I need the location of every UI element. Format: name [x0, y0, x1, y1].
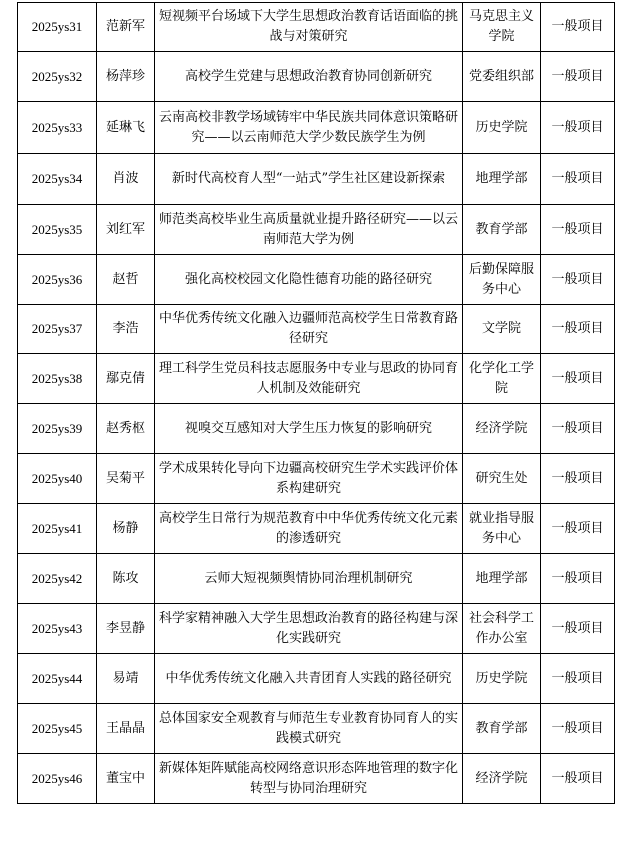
table-row: [18, 704, 615, 754]
project-list-table: [17, 2, 615, 804]
project-id: 2025ys44: [18, 654, 97, 704]
project-id: 2025ys45: [18, 704, 97, 754]
project-type: 一般项目: [541, 52, 615, 102]
project-id: 2025ys39: [18, 404, 97, 454]
project-type: 一般项目: [541, 704, 615, 754]
applicant-name: 延琳飞: [97, 102, 155, 154]
applicant-name: 李昱静: [97, 604, 155, 654]
project-id: 2025ys35: [18, 205, 97, 255]
applicant-name: 杨萍珍: [97, 52, 155, 102]
applicant-name: 陈攻: [97, 554, 155, 604]
department-name: 社会科学工作办公室: [463, 604, 541, 654]
project-id: 2025ys40: [18, 454, 97, 504]
applicant-name: 赵哲: [97, 255, 155, 305]
table-row: [18, 404, 615, 454]
project-title: 强化高校校园文化隐性德育功能的路径研究: [155, 255, 463, 305]
project-title: 短视频平台场域下大学生思想政治教育话语面临的挑战与对策研究: [155, 3, 463, 52]
department-name: 经济学院: [463, 754, 541, 804]
applicant-name: 肖波: [97, 154, 155, 205]
department-name: 化学化工学院: [463, 354, 541, 404]
project-id: 2025ys37: [18, 305, 97, 354]
project-id: 2025ys34: [18, 154, 97, 205]
project-title: 云师大短视频舆情协同治理机制研究: [155, 554, 463, 604]
table-row: [18, 654, 615, 704]
project-id: 2025ys31: [18, 3, 97, 52]
applicant-name: 刘红军: [97, 205, 155, 255]
department-name: 地理学部: [463, 554, 541, 604]
project-title: 高校学生党建与思想政治教育协同创新研究: [155, 52, 463, 102]
table-row: [18, 255, 615, 305]
table-row: [18, 454, 615, 504]
project-type: 一般项目: [541, 305, 615, 354]
department-name: 就业指导服务中心: [463, 504, 541, 554]
applicant-name: 王晶晶: [97, 704, 155, 754]
department-name: 地理学部: [463, 154, 541, 205]
table-row: [18, 754, 615, 804]
project-type: 一般项目: [541, 255, 615, 305]
project-title: 新媒体矩阵赋能高校网络意识形态阵地管理的数字化转型与协同治理研究: [155, 754, 463, 804]
project-id: 2025ys32: [18, 52, 97, 102]
project-title: 学术成果转化导向下边疆高校研究生学术实践评价体系构建研究: [155, 454, 463, 504]
department-name: 历史学院: [463, 654, 541, 704]
project-type: 一般项目: [541, 454, 615, 504]
applicant-name: 李浩: [97, 305, 155, 354]
applicant-name: 吴菊平: [97, 454, 155, 504]
project-id: 2025ys38: [18, 354, 97, 404]
table-row: [18, 354, 615, 404]
project-type: 一般项目: [541, 3, 615, 52]
department-name: 教育学部: [463, 704, 541, 754]
table-row: [18, 102, 615, 154]
project-id: 2025ys36: [18, 255, 97, 305]
project-type: 一般项目: [541, 654, 615, 704]
applicant-name: 董宝中: [97, 754, 155, 804]
table-row: [18, 554, 615, 604]
applicant-name: 范新军: [97, 3, 155, 52]
applicant-name: 易靖: [97, 654, 155, 704]
project-type: 一般项目: [541, 404, 615, 454]
project-title: 科学家精神融入大学生思想政治教育的路径构建与深化实践研究: [155, 604, 463, 654]
project-type: 一般项目: [541, 754, 615, 804]
table-row: [18, 305, 615, 354]
project-id: 2025ys43: [18, 604, 97, 654]
department-name: 文学院: [463, 305, 541, 354]
table-row: [18, 504, 615, 554]
project-type: 一般项目: [541, 205, 615, 255]
applicant-name: 鄢克倩: [97, 354, 155, 404]
project-title: 师范类高校毕业生高质量就业提升路径研究——以云南师范大学为例: [155, 205, 463, 255]
department-name: 后勤保障服务中心: [463, 255, 541, 305]
applicant-name: 赵秀枢: [97, 404, 155, 454]
department-name: 教育学部: [463, 205, 541, 255]
project-type: 一般项目: [541, 554, 615, 604]
project-title: 理工科学生党员科技志愿服务中专业与思政的协同育人机制及效能研究: [155, 354, 463, 404]
project-id: 2025ys41: [18, 504, 97, 554]
department-name: 研究生处: [463, 454, 541, 504]
project-id: 2025ys33: [18, 102, 97, 154]
project-type: 一般项目: [541, 504, 615, 554]
department-name: 历史学院: [463, 102, 541, 154]
table-row: [18, 52, 615, 102]
project-type: 一般项目: [541, 154, 615, 205]
table-row: [18, 154, 615, 205]
table-row: [18, 205, 615, 255]
project-title: 新时代高校育人型“一站式”学生社区建设新探索: [155, 154, 463, 205]
department-name: 党委组织部: [463, 52, 541, 102]
project-type: 一般项目: [541, 604, 615, 654]
project-title: 中华优秀传统文化融入边疆师范高校学生日常教育路径研究: [155, 305, 463, 354]
project-title: 高校学生日常行为规范教育中中华优秀传统文化元素的渗透研究: [155, 504, 463, 554]
project-type: 一般项目: [541, 102, 615, 154]
project-id: 2025ys42: [18, 554, 97, 604]
applicant-name: 杨静: [97, 504, 155, 554]
department-name: 马克思主义学院: [463, 3, 541, 52]
project-title: 中华优秀传统文化融入共青团育人实践的路径研究: [155, 654, 463, 704]
department-name: 经济学院: [463, 404, 541, 454]
project-title: 总体国家安全观教育与师范生专业教育协同育人的实践模式研究: [155, 704, 463, 754]
project-type: 一般项目: [541, 354, 615, 404]
project-id: 2025ys46: [18, 754, 97, 804]
table-row: [18, 604, 615, 654]
project-title: 云南高校非教学场域铸牢中华民族共同体意识策略研究——以云南师范大学少数民族学生为例: [155, 102, 463, 154]
project-title: 视嗅交互感知对大学生压力恢复的影响研究: [155, 404, 463, 454]
table-row: [18, 3, 615, 52]
